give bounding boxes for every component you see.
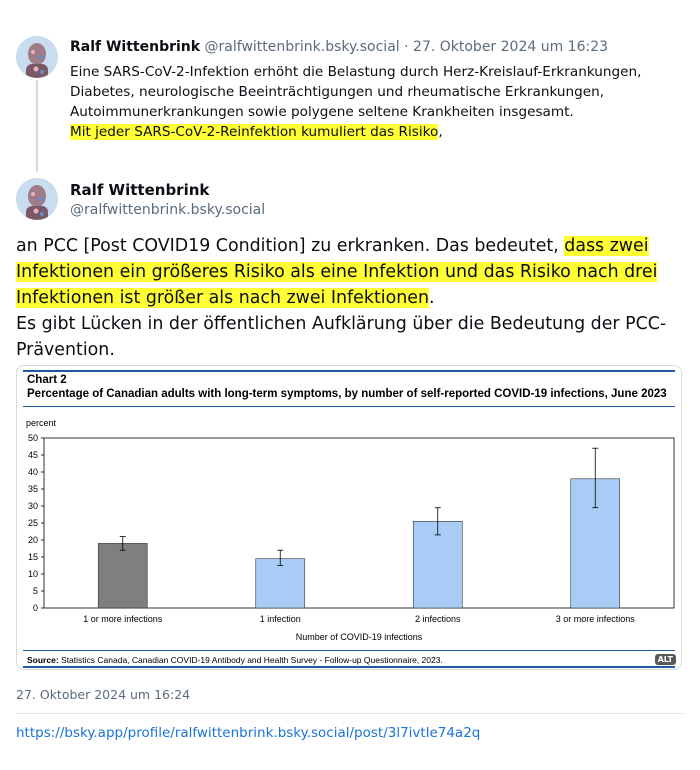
author-name[interactable]: Ralf Wittenbrink — [70, 181, 210, 199]
chart-xlabel: Number of COVID-19 infections — [295, 632, 423, 642]
parent-post-highlight: Mit jeder SARS-CoV-2-Reinfektion kumuliert das Risiko — [70, 124, 439, 140]
alt-text-badge[interactable]: ALT — [655, 654, 676, 665]
chart-xtick-label: 2 infections — [414, 614, 461, 624]
chart-ytick-label: 30 — [27, 501, 38, 511]
parent-post-text — [70, 62, 680, 142]
parent-author-name[interactable]: Ralf Wittenbrink — [70, 39, 201, 55]
chart-ytick-label: 20 — [27, 535, 38, 545]
chart-xtick-label: 1 or more infections — [83, 614, 163, 624]
chart-xtick-label: 1 infection — [259, 614, 301, 624]
chart-ytick-label: 15 — [27, 552, 38, 562]
meta-separator: · — [399, 39, 414, 55]
post-text-part-2: . — [428, 288, 435, 308]
post-text-part-3: Es gibt Lücken in der öffentlichen Aufklärung über die Bedeutung der PCC-Prävention. — [16, 314, 667, 360]
chart-title-rule — [23, 406, 675, 407]
chart-plot — [17, 408, 682, 658]
chart-ytick-label: 50 — [27, 433, 38, 443]
post-url-link[interactable]: https://bsky.app/profile/ralfwittenbrink.bsky.social/post/3l7ivtle74a2q — [16, 725, 481, 741]
parent-author-handle[interactable]: @ralfwittenbrink.bsky.social — [204, 39, 400, 55]
divider — [16, 713, 684, 714]
post-author[interactable] — [70, 180, 265, 220]
post-timestamp[interactable]: 27. Oktober 2024 um 16:24 — [16, 687, 191, 702]
chart-xtick-label: 3 or more infections — [555, 614, 635, 624]
chart-ytick-label: 25 — [27, 518, 38, 528]
chart-ytick-label: 45 — [27, 450, 38, 460]
chart-ytick-label: 10 — [27, 569, 38, 579]
post-text-part-1: an PCC [Post COVID19 Condition] zu erkranken. Das bedeutet, — [16, 236, 565, 256]
post-image-chart[interactable] — [16, 365, 682, 670]
chart-bar — [98, 543, 147, 608]
chart-bottom-rule — [23, 666, 675, 668]
chart-bar — [256, 559, 305, 608]
chart-label: Chart 2 — [27, 374, 67, 386]
author-avatar[interactable] — [16, 178, 58, 220]
chart-ytick-label: 35 — [27, 484, 38, 494]
parent-avatar[interactable] — [16, 36, 58, 78]
chart-ytick-label: 0 — [32, 603, 38, 613]
chart-source-label: Source: — [27, 655, 59, 665]
chart-source-rule — [23, 650, 675, 651]
post-text-highlight: dass zwei Infektionen ein größeres Risiko als eine Infektion und das Risiko nach drei Infektionen ist größer als nach zwei Infektionen — [16, 236, 658, 308]
thread-line — [36, 80, 38, 172]
parent-post-header — [70, 38, 680, 56]
post-text — [16, 233, 686, 363]
parent-post-trail: , — [438, 124, 443, 140]
parent-post-time[interactable]: 27. Oktober 2024 um 16:23 — [413, 39, 609, 55]
chart-source — [27, 655, 443, 665]
avatar-image — [16, 36, 58, 78]
chart-title: Percentage of Canadian adults with long-term symptoms, by number of self-reported COVID-19 infections, June 2023 — [27, 388, 667, 400]
chart-ytick-label: 40 — [27, 467, 38, 477]
parent-post-body: Eine SARS-CoV-2-Infektion erhöht die Belastung durch Herz-Kreislauf-Erkrankungen, Diabetes, neurologische Beeinträchtigungen und rheumatische Erkrankungen, Autoimmunerkrankungen sowie polygene seltene Krankheiten insgesamt. — [70, 64, 642, 120]
chart-source-text: Statistics Canada, Canadian COVID-19 Antibody and Health Survey - Follow-up Questionnaire, 2023. — [61, 655, 443, 665]
avatar-image — [16, 178, 58, 220]
parent-post[interactable] — [70, 38, 680, 142]
chart-top-rule — [23, 370, 675, 372]
chart-ytick-label: 5 — [32, 586, 38, 596]
chart-ylabel: percent — [26, 418, 57, 428]
author-handle[interactable]: @ralfwittenbrink.bsky.social — [70, 202, 266, 218]
